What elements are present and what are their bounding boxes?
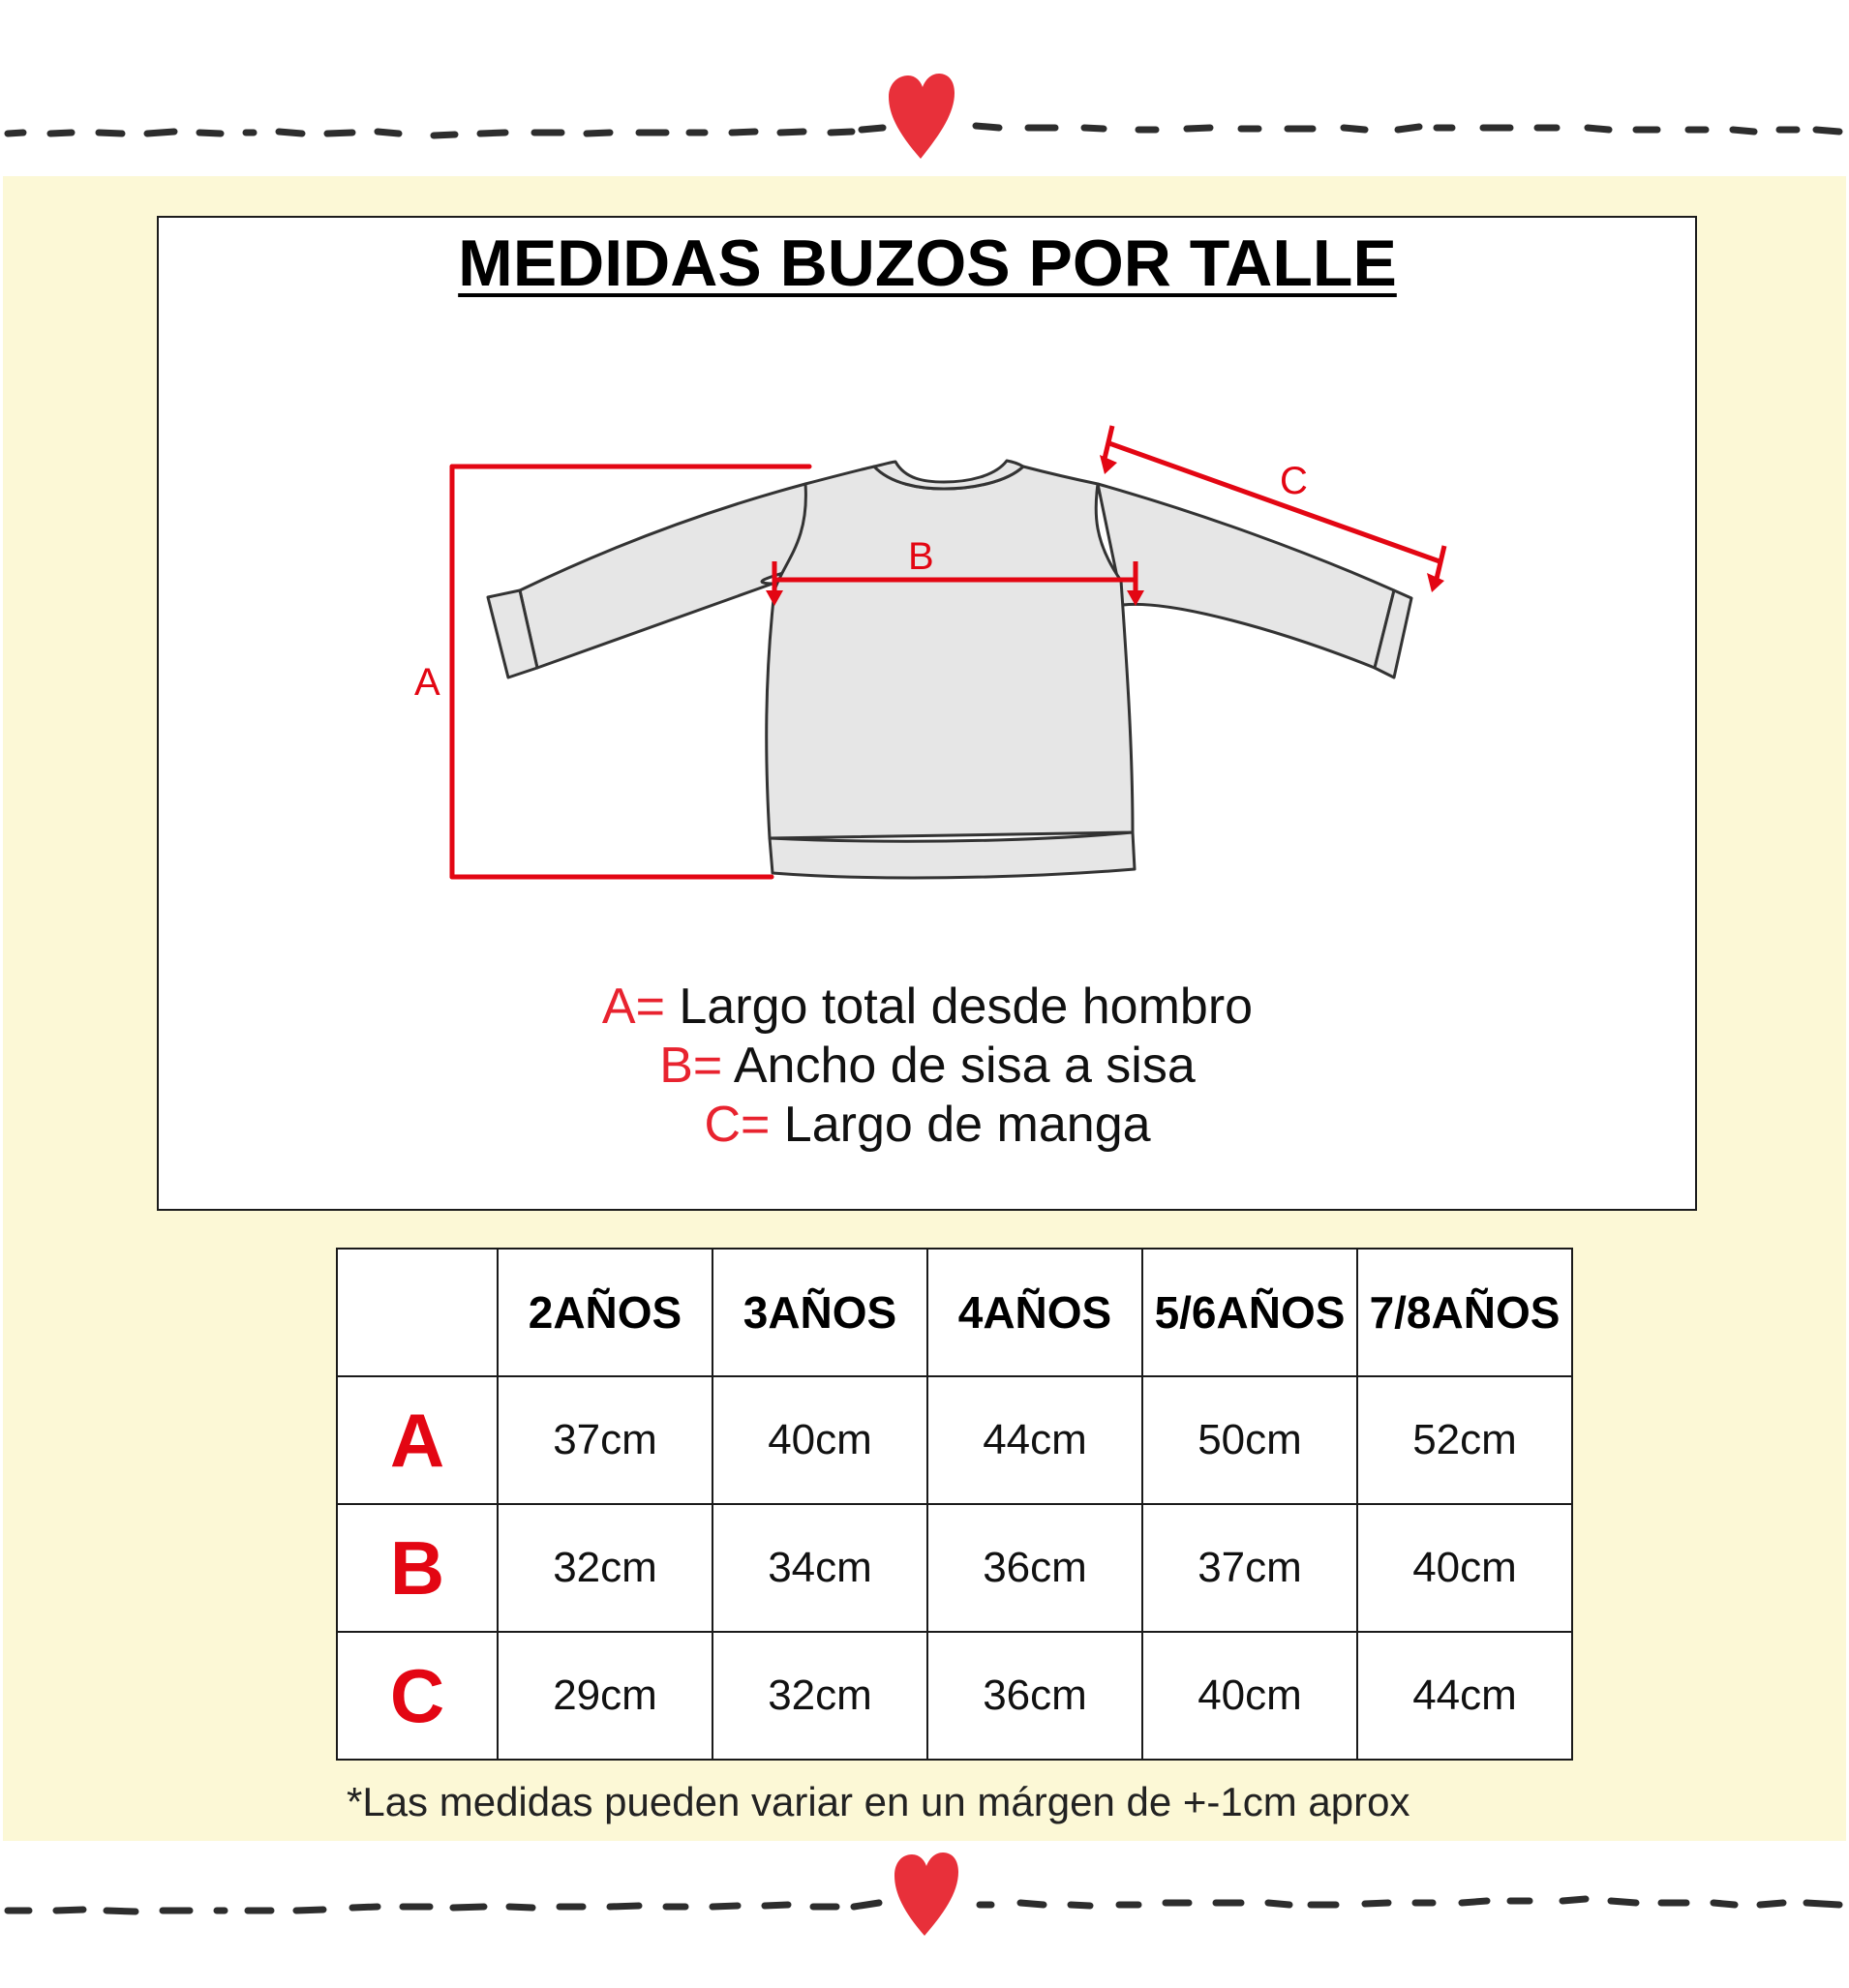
table-cell: 29cm — [498, 1632, 712, 1760]
table-cell: 32cm — [712, 1632, 927, 1760]
legend-line-a — [0, 978, 1849, 1037]
table-header-cell: 4AÑOS — [927, 1249, 1142, 1376]
legend-text-b: Ancho de sisa a sisa — [722, 1038, 1196, 1094]
legend-key-c: C= — [704, 1097, 771, 1153]
legend-text-c: Largo de manga — [770, 1097, 1151, 1153]
table-cell: 44cm — [927, 1376, 1142, 1504]
table-cell: 40cm — [1357, 1504, 1572, 1632]
table-cell: 50cm — [1142, 1376, 1357, 1504]
heart-icon — [894, 1852, 958, 1936]
right-sleeve — [1098, 484, 1394, 668]
table-header-cell: 7/8AÑOS — [1357, 1249, 1572, 1376]
table-cell: 37cm — [498, 1376, 712, 1504]
table-row — [337, 1632, 1572, 1760]
row-label: C — [337, 1632, 498, 1760]
measure-label-a: A — [414, 661, 440, 704]
table-cell: 40cm — [1142, 1632, 1357, 1760]
table-cell: 44cm — [1357, 1632, 1572, 1760]
legend-line-c — [0, 1096, 1849, 1155]
legend-key-a: A= — [601, 979, 665, 1035]
table-cell: 37cm — [1142, 1504, 1357, 1632]
table-cell: 52cm — [1357, 1376, 1572, 1504]
table-row — [337, 1504, 1572, 1632]
measure-label-b: B — [908, 535, 934, 578]
row-label: A — [337, 1376, 498, 1504]
table-cell: 36cm — [927, 1632, 1142, 1760]
legend-line-b — [0, 1037, 1849, 1096]
measurement-legend — [0, 978, 1849, 1155]
table-corner-cell — [337, 1249, 498, 1376]
footnote: *Las medidas pueden variar en un márgen de +-1cm aprox — [347, 1779, 1410, 1824]
table-header-cell: 2AÑOS — [498, 1249, 712, 1376]
sweatshirt-diagram — [0, 0, 1849, 968]
table-cell: 34cm — [712, 1504, 927, 1632]
legend-key-b: B= — [659, 1038, 723, 1094]
sweatshirt-body — [767, 467, 1133, 838]
table-header-row — [337, 1249, 1572, 1376]
table-row — [337, 1376, 1572, 1504]
table-header-cell: 5/6AÑOS — [1142, 1249, 1357, 1376]
table-cell: 36cm — [927, 1504, 1142, 1632]
size-table — [336, 1248, 1573, 1761]
bottom-divider — [0, 1839, 1849, 1945]
table-cell: 32cm — [498, 1504, 712, 1632]
page-title: MEDIDAS BUZOS POR TALLE — [458, 226, 1397, 300]
measure-label-c: C — [1280, 460, 1308, 502]
table-header-cell: 3AÑOS — [712, 1249, 927, 1376]
table-cell: 40cm — [712, 1376, 927, 1504]
hem-band — [770, 832, 1135, 878]
legend-text-a: Largo total desde hombro — [664, 979, 1254, 1035]
row-label: B — [337, 1504, 498, 1632]
